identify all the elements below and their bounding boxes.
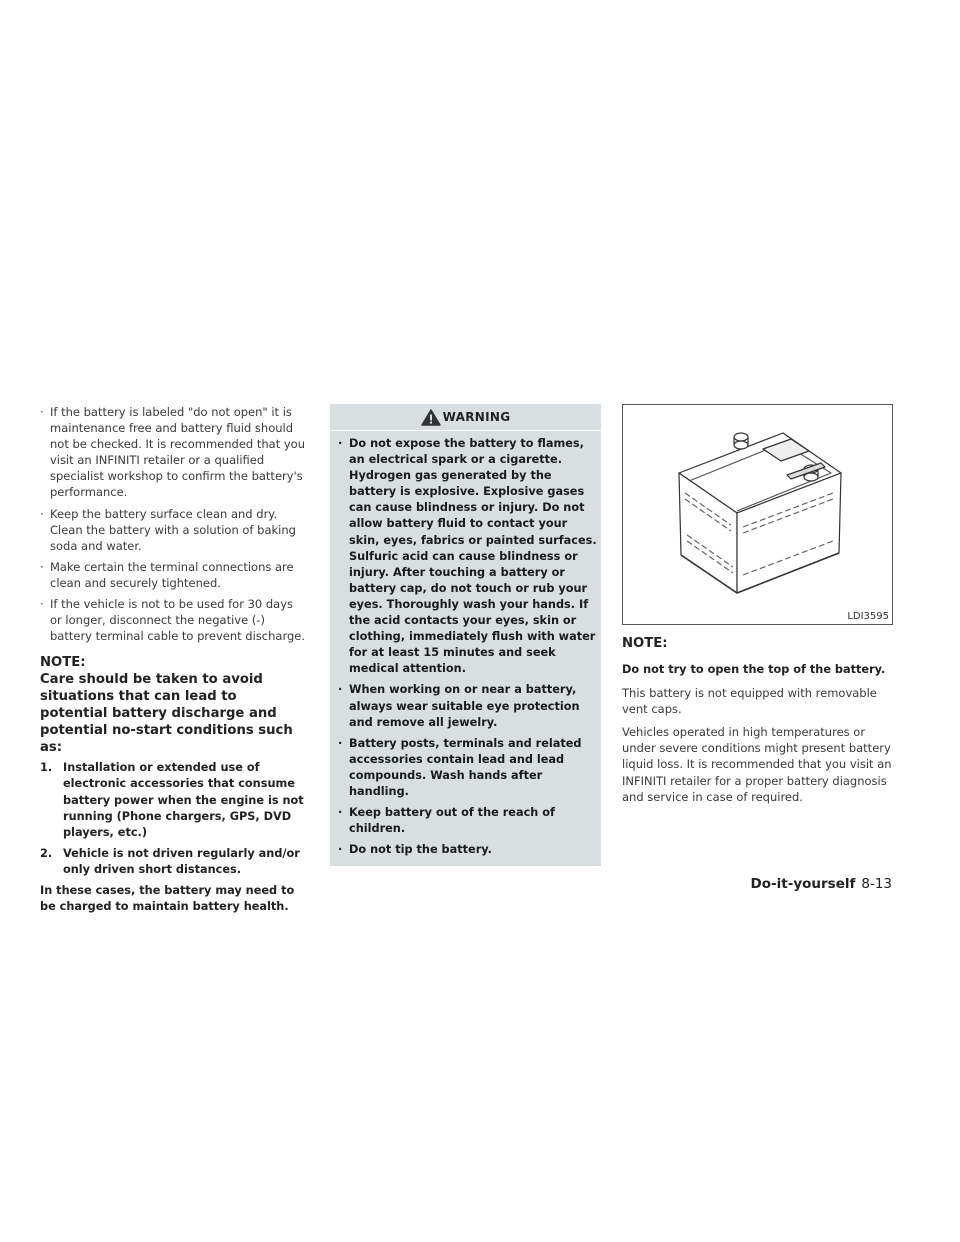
list-item: · Make certain the terminal connections are clean and securely tightened. xyxy=(40,559,294,590)
figure-label: LDI3595 xyxy=(847,611,889,622)
warning-triangle-icon xyxy=(421,409,441,426)
bullet-icon: · xyxy=(338,736,343,750)
bullet-icon: · xyxy=(338,806,343,820)
paragraph: Vehicles operated in high temperatures or under severe conditions might present battery liquid loss. It is recommended that you visit an INFINITI retailer for a proper battery diagnosis and service in case of required. xyxy=(622,725,892,804)
list-item: · Keep the battery surface clean and dry. Clean the battery with a solution of baking soda and water. xyxy=(40,506,296,553)
note-heading: NOTE: xyxy=(40,655,86,671)
note-heading: NOTE: xyxy=(622,636,668,651)
warning-item: · Do not tip the battery. xyxy=(330,842,601,858)
warning-column xyxy=(330,404,601,866)
page-number: 8-13 xyxy=(861,876,892,892)
list-item: · If the battery is labeled "do not open" it is maintenance free and battery fluid should not be checked. It is recommended that you visit an INFINITI retailer or a qualified specialist workshop to confirm the battery's performance. xyxy=(40,405,306,500)
bullet-icon: · xyxy=(40,405,44,419)
warning-item: · When working on or near a battery, always wear suitable eye protection and remove all jewelry. xyxy=(338,683,580,729)
bullet-icon: · xyxy=(338,683,343,697)
bullet-icon: · xyxy=(40,559,44,574)
list-item: · If the vehicle is not to be used for 30 days or longer, disconnect the negative (-) battery terminal cable to prevent discharge. xyxy=(40,597,306,644)
battery-figure xyxy=(622,404,893,625)
footer-section: Do-it-yourself xyxy=(750,876,856,892)
page-footer xyxy=(751,876,892,892)
right-column xyxy=(622,404,895,812)
warning-item: · Keep battery out of the reach of children. xyxy=(338,806,555,836)
battery-illustration xyxy=(671,415,851,595)
warning-item: · Battery posts, terminals and related accessories contain lead and lead compounds. Wash hands after handling. xyxy=(338,736,582,798)
warning-item: · Do not expose the battery to flames, an electrical spark or a cigarette. Hydrogen gas generated by the battery is explosive. Explosive gases can cause blindness or injury. Do not allow battery fluid to contact your skin, eyes, fabrics or painted surfaces. Sulfuric acid can cause blindness or injury. After touching a battery or battery cap, do not touch or rub your eyes. Thoroughly wash your hands. If the acid contacts your eyes, skin or clothing, immediately flush with water for at least 15 minutes and seek medical attention. xyxy=(338,437,597,676)
warning-box xyxy=(330,404,601,866)
paragraph: This battery is not equipped with removable vent caps. xyxy=(622,686,877,717)
left-column xyxy=(40,404,308,915)
bullet-icon: · xyxy=(40,597,44,612)
note-body: Care should be taken to avoid situations that can lead to potential battery discharge and potential no-start conditions such as: xyxy=(40,672,293,756)
warning-header xyxy=(330,404,601,431)
note-bold-text: Do not try to open the top of the battery. xyxy=(622,663,886,676)
bullet-icon: · xyxy=(338,843,343,857)
bullet-icon: · xyxy=(338,437,343,450)
warning-title: WARNING xyxy=(442,410,511,424)
numbered-item: 2. Vehicle is not driven regularly and/or only driven short distances. xyxy=(40,846,300,876)
bullet-icon: · xyxy=(40,506,44,521)
numbered-item: 1. Installation or extended use of electronic accessories that consume battery power when the engine is not running (Phone chargers, GPS, DVD players, etc.) xyxy=(40,761,304,839)
closing-text: In these cases, the battery may need to be charged to maintain battery health. xyxy=(40,883,295,914)
